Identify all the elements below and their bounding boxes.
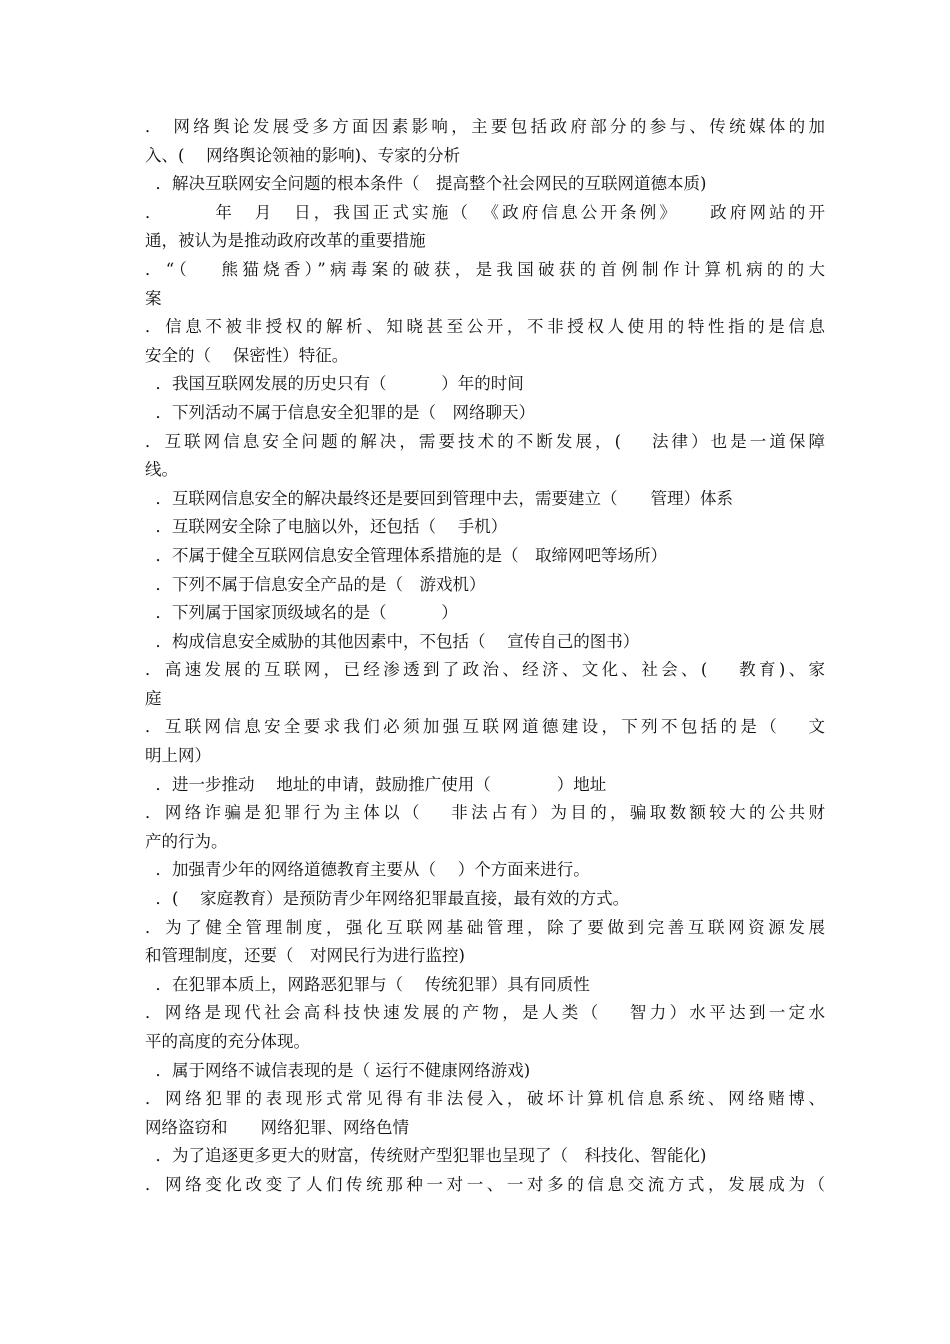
text-line: 线。	[145, 460, 178, 480]
text-line: ．互联网信息安全要求我们必须加强互联网道德建设，下列不包括的是（ 文	[145, 717, 825, 737]
text-line: ．网络变化改变了人们传统那种一对一、一对多的信息交流方式，发展成为（	[145, 1174, 825, 1194]
text-line: ． 年 月 日，我国正式实施（ 《政府信息公开条例》 政府网站的开	[145, 202, 825, 222]
text-line: 案	[145, 288, 162, 308]
text-line: ．属于网络不诚信表现的是（ 运行不健康网络游戏)	[145, 1060, 531, 1080]
text-line: ．互联网信息安全的解决最终还是要回到管理中去，需要建立（ 管理）体系	[145, 488, 733, 508]
text-line: ．下列不属于信息安全产品的是（ 游戏机）	[145, 574, 486, 594]
text-line: ．“（ 熊猫烧香）”病毒案的破获，是我国破获的首例制作计算机病的的大	[145, 259, 825, 279]
text-line: ．构成信息安全威胁的其他因素中，不包括（ 宣传自己的图书）	[145, 631, 640, 651]
text-line: ．高速发展的互联网，已经渗透到了政治、经济、文化、社会、( 教育)、家	[145, 660, 825, 680]
text-line: ．网络是现代社会高科技快速发展的产物，是人类（ 智力）水平达到一定水	[145, 1003, 825, 1023]
text-line: ．加强青少年的网络道德教育主要从（ ）个方面来进行。	[145, 860, 590, 880]
text-line: ．我国互联网发展的历史只有（ ）年的时间	[145, 374, 524, 394]
text-line: 明上网）	[145, 746, 211, 766]
text-line: 和管理制度，还要（ 对网民行为进行监控)	[145, 946, 465, 966]
text-line: ．互联网信息安全问题的解决，需要技术的不断发展，( 法律）也是一道保障	[145, 431, 825, 451]
text-line: ．不属于健全互联网信息安全管理体系措施的是（ 取缔网吧等场所）	[145, 545, 667, 565]
document-body	[145, 113, 825, 1200]
text-line: ．下列活动不属于信息安全犯罪的是（ 网络聊天）	[145, 402, 535, 422]
text-line: ． 网络舆论发展受多方面因素影响，主要包括政府部分的参与、传统媒体的加	[145, 117, 825, 136]
text-line: ．网络犯罪的表现形式常见得有非法侵入，破坏计算机信息系统、网络赌博、	[145, 1089, 825, 1109]
text-line: 通，被认为是推动政府改革的重要措施	[145, 231, 426, 251]
text-line: 产的行为。	[145, 831, 228, 851]
text-line: 平的高度的充分体现。	[145, 1032, 310, 1051]
text-line: ．为了追逐更多更大的财富，传统财产型犯罪也呈现了（ 科技化、智能化)	[145, 1146, 707, 1166]
text-line: ．进一步推动 地址的申请，鼓励推广使用（ ）地址	[145, 774, 607, 794]
text-line: ．解决互联网安全问题的根本条件（ 提高整个社会网民的互联网道德本质)	[145, 174, 707, 194]
text-line: 入、( 网络舆论领袖的影响)、专家的分析	[145, 145, 461, 165]
text-line: ．网络诈骗是犯罪行为主体以（ 非法占有）为目的，骗取数额较大的公共财	[145, 803, 825, 823]
text-line: 网络盗窃和 网络犯罪、网络色情	[145, 1117, 409, 1137]
text-line: ．在犯罪本质上，网路恶犯罪与（ 传统犯罪）具有同质性	[145, 974, 590, 994]
text-line: ．信息不被非授权的解析、知晓甚至公开，不非授权人使用的特性指的是信息	[145, 317, 825, 337]
text-line: ．为了健全管理制度，强化互联网基础管理，除了要做到完善互联网资源发展	[145, 917, 825, 937]
text-line: ．下列属于国家顶级域名的是（ ）	[145, 603, 458, 623]
text-line: ．互联网安全除了电脑以外，还包括（ 手机）	[145, 517, 508, 537]
text-line: 安全的（ 保密性）特征。	[145, 345, 349, 365]
text-line: 庭	[145, 688, 162, 708]
text-line: ．( 家庭教育）是预防青少年网络犯罪最直接，最有效的方式。	[145, 889, 630, 909]
